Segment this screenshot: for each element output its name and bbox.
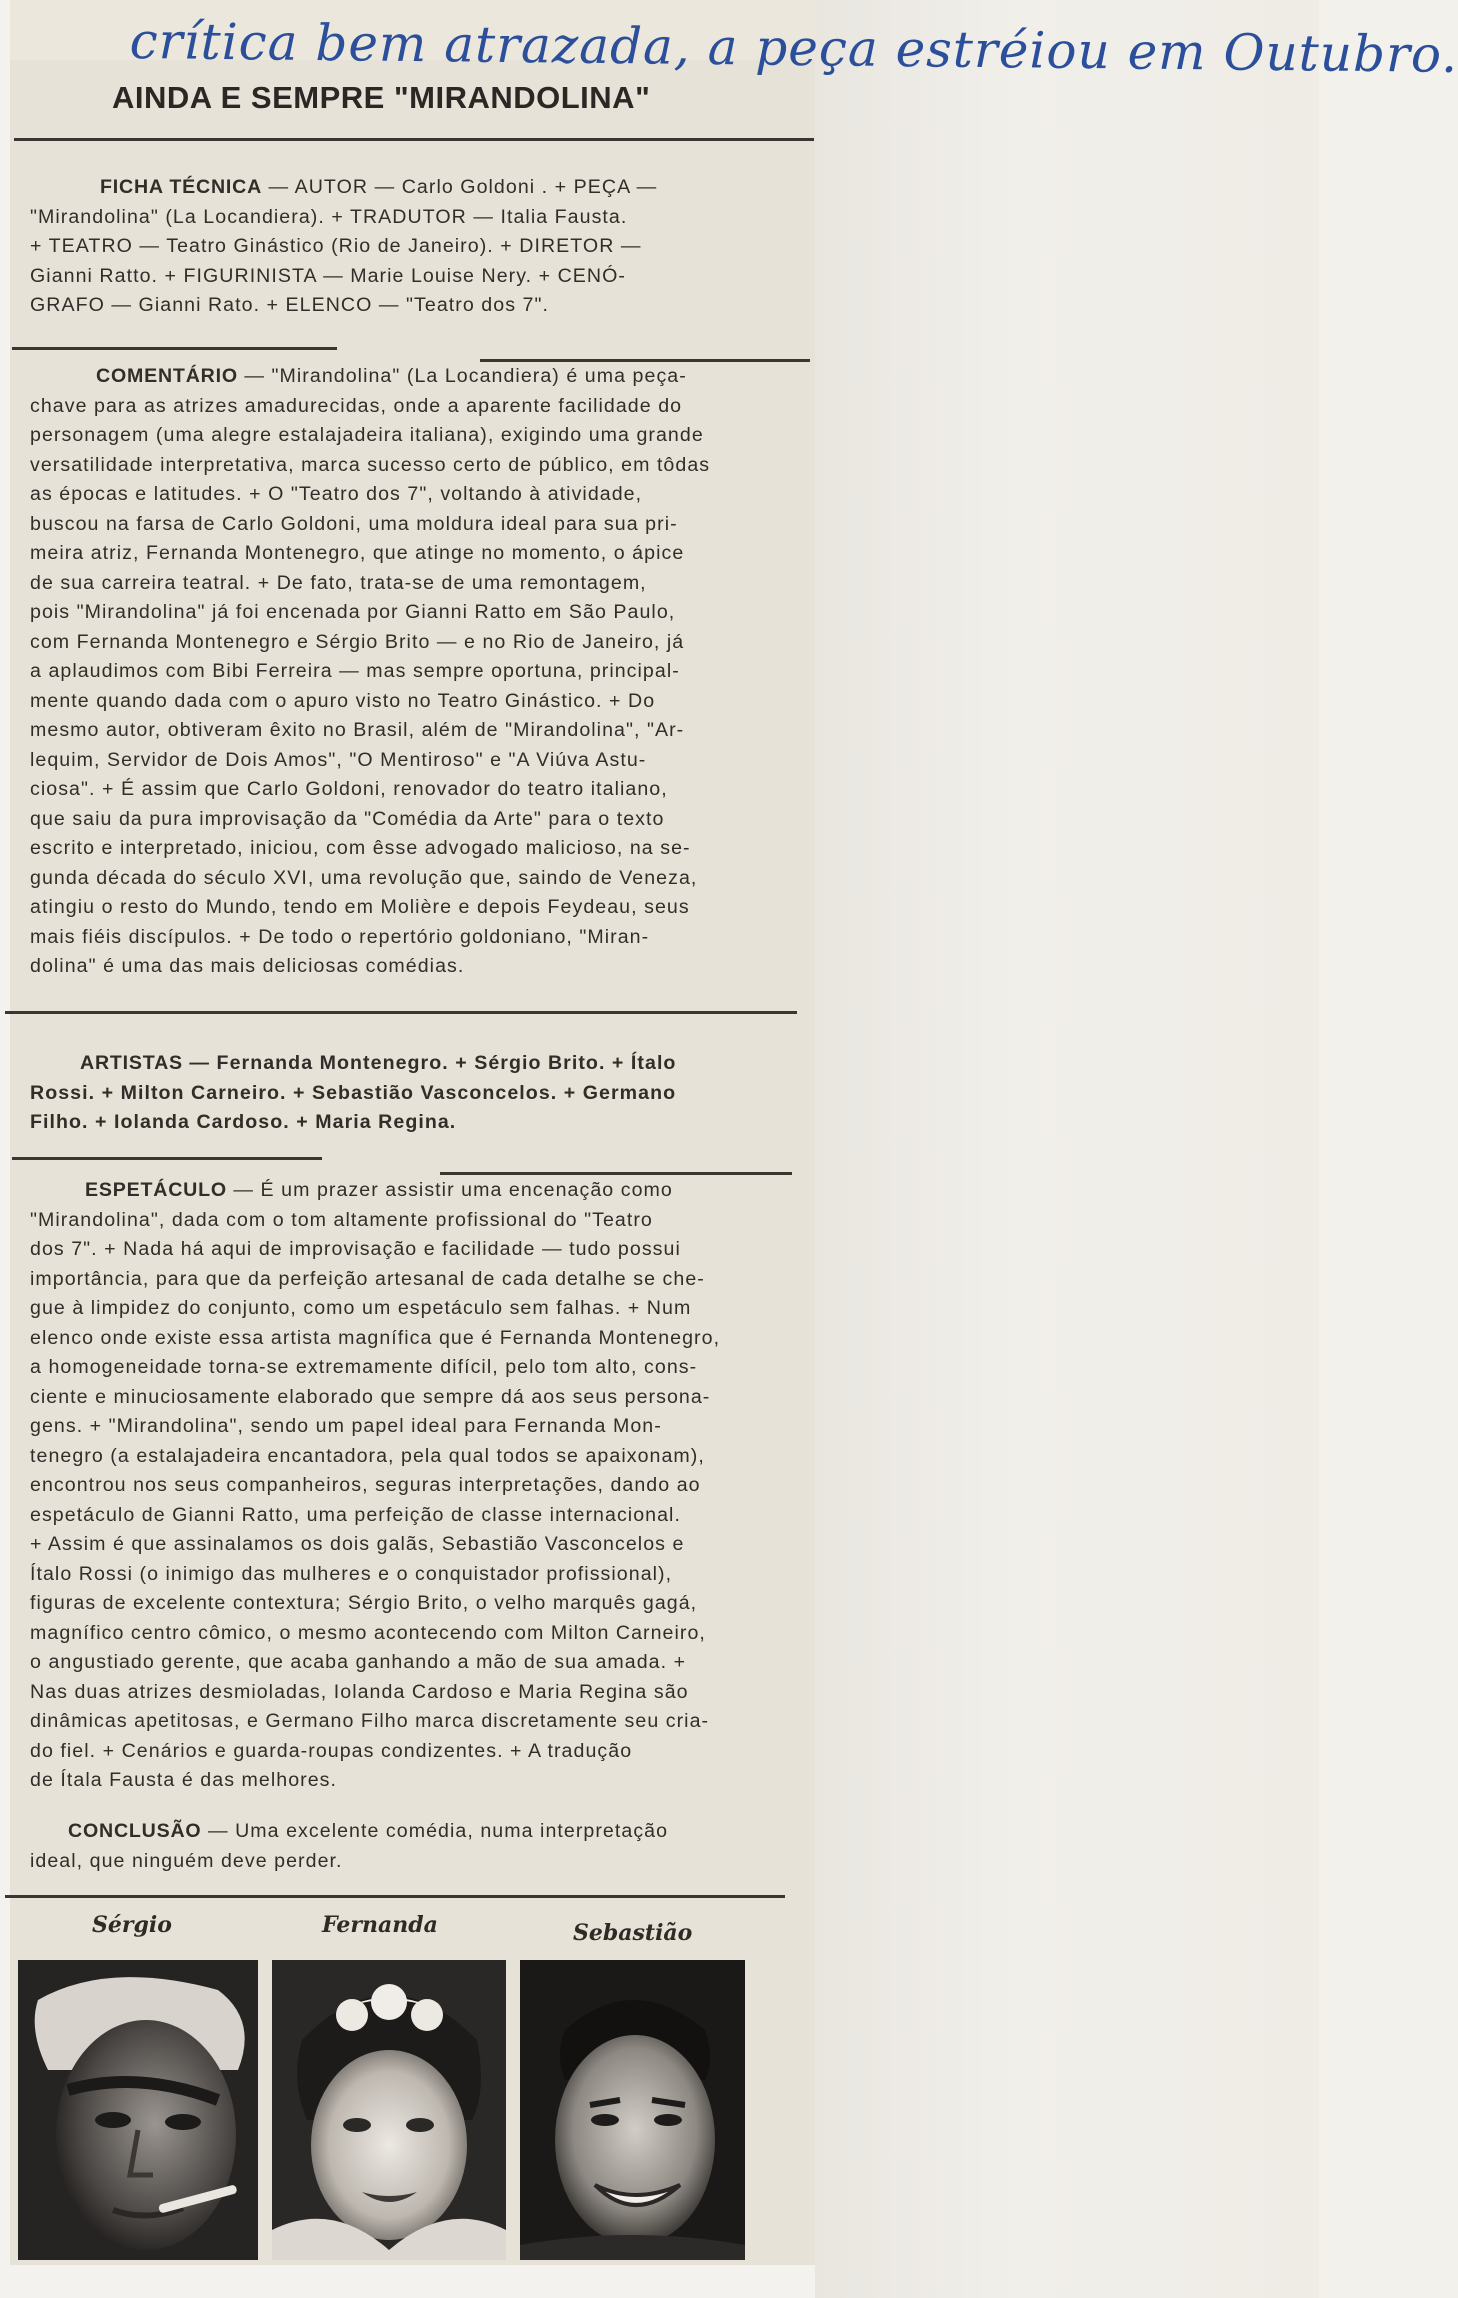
comentario-line: chave para as atrizes amadurecidas, onde a aparente facilidade do bbox=[30, 394, 683, 417]
comentario-line: a aplaudimos com Bibi Ferreira — mas sempre oportuna, principal- bbox=[30, 660, 680, 682]
ficha-line: — AUTOR — Carlo Goldoni . + PEÇA — bbox=[262, 176, 658, 198]
photo-caption-fernanda: Fernanda bbox=[322, 1912, 438, 1938]
espetaculo-line: de Ítala Fausta é das melhores. bbox=[30, 1769, 338, 1791]
espetaculo-line: gue à limpidez do conjunto, como um espetáculo sem falhas. + Num bbox=[30, 1297, 692, 1319]
comentario-section bbox=[30, 362, 790, 982]
espetaculo-line: Nas duas atrizes desmioladas, Iolanda Cardoso e Maria Regina são bbox=[30, 1680, 689, 1703]
espetaculo-label: ESPETÁCULO bbox=[85, 1179, 227, 1201]
section-rule bbox=[5, 1011, 797, 1014]
espetaculo-line: gens. + "Mirandolina", sendo um papel ideal para Fernanda Mon- bbox=[30, 1415, 662, 1437]
comentario-line: pois "Mirandolina" já foi encenada por Gianni Ratto em São Paulo, bbox=[30, 601, 676, 623]
espetaculo-line: do fiel. + Cenários e guarda-roupas condizentes. + A tradução bbox=[30, 1739, 633, 1762]
photo-fernanda bbox=[272, 1960, 506, 2260]
comentario-line: meira atriz, Fernanda Montenegro, que atinge no momento, o ápice bbox=[30, 542, 685, 564]
comentario-line: mente quando dada com o apuro visto no Teatro Ginástico. + Do bbox=[30, 689, 656, 712]
espetaculo-line: importância, para que da perfeição artesanal de cada detalhe se che- bbox=[30, 1267, 705, 1290]
espetaculo-line: encontrou nos seus companheiros, seguras interpretações, dando ao bbox=[30, 1474, 701, 1496]
comentario-line: personagem (uma alegre estalajadeira italiana), exigindo uma grande bbox=[30, 424, 704, 446]
handwritten-note: crítica bem atrazada, a peça estréiou em Outubro. bbox=[129, 12, 1458, 84]
section-rule bbox=[440, 1172, 792, 1175]
comentario-line: gunda década do século XVI, uma revolução que, saindo de Veneza, bbox=[30, 866, 698, 889]
comentario-line: que saiu da pura improvisação da "Comédia da Arte" para o texto bbox=[30, 807, 665, 830]
conclusao-section bbox=[30, 1817, 790, 1876]
ficha-line: Gianni Ratto. + FIGURINISTA — Marie Louise Nery. + CENÓ- bbox=[30, 264, 626, 287]
comentario-line: dolina" é uma das mais deliciosas comédias. bbox=[30, 955, 465, 977]
artistas-section bbox=[30, 1049, 790, 1138]
espetaculo-line: Ítalo Rossi (o inimigo das mulheres e o conquistador profissional), bbox=[30, 1562, 673, 1585]
espetaculo-section bbox=[30, 1176, 790, 1796]
photo-sebastiao bbox=[520, 1960, 745, 2260]
artistas-line: Rossi. + Milton Carneiro. + Sebastião Vasconcelos. + Germano bbox=[30, 1081, 677, 1104]
comentario-label: COMENTÁRIO bbox=[96, 365, 238, 387]
title-rule bbox=[14, 138, 814, 141]
comentario-line: de sua carreira teatral. + De fato, trata-se de uma remontagem, bbox=[30, 571, 647, 594]
espetaculo-line: o angustiado gerente, que acaba ganhando a mão de sua amada. + bbox=[30, 1651, 687, 1673]
photo-caption-sergio: Sérgio bbox=[92, 1912, 172, 1938]
espetaculo-line: magnífico centro cômico, o mesmo acontecendo com Milton Carneiro, bbox=[30, 1621, 706, 1644]
conclusao-label: CONCLUSÃO bbox=[68, 1820, 202, 1842]
section-rule bbox=[12, 347, 337, 350]
ficha-line: "Mirandolina" (La Locandiera). + TRADUTOR — Italia Fausta. bbox=[30, 205, 628, 228]
photo-strip-rule bbox=[5, 1895, 785, 1898]
espetaculo-line: dos 7". + Nada há aqui de improvisação e facilidade — tudo possui bbox=[30, 1238, 681, 1260]
espetaculo-line: a homogeneidade torna-se extremamente difícil, pelo tom alto, cons- bbox=[30, 1356, 698, 1378]
album-page bbox=[815, 0, 1319, 2298]
espetaculo-line: "Mirandolina", dada com o tom altamente profissional do "Teatro bbox=[30, 1208, 653, 1231]
ficha-line: + TEATRO — Teatro Ginástico (Rio de Janeiro). + DIRETOR — bbox=[30, 235, 642, 257]
section-rule bbox=[12, 1157, 322, 1160]
espetaculo-line: — É um prazer assistir uma encenação como bbox=[226, 1179, 673, 1201]
comentario-line: — "Mirandolina" (La Locandiera) é uma peça- bbox=[237, 365, 687, 387]
ficha-line: GRAFO — Gianni Rato. + ELENCO — "Teatro dos 7". bbox=[30, 294, 549, 316]
comentario-line: com Fernanda Montenegro e Sérgio Brito — e no Rio de Janeiro, já bbox=[30, 630, 685, 653]
comentario-line: mesmo autor, obtiveram êxito no Brasil, além de "Mirandolina", "Ar- bbox=[30, 719, 685, 741]
comentario-line: as épocas e latitudes. + O "Teatro dos 7", voltando à atividade, bbox=[30, 483, 643, 505]
artistas-line: Filho. + Iolanda Cardoso. + Maria Regina. bbox=[30, 1111, 457, 1133]
photo-caption-sebastiao: Sebastião bbox=[573, 1920, 693, 1946]
ficha-tecnica-label: FICHA TÉCNICA bbox=[100, 176, 263, 198]
conclusao-line: ideal, que ninguém deve perder. bbox=[30, 1849, 343, 1872]
espetaculo-line: + Assim é que assinalamos os dois galãs, Sebastião Vasconcelos e bbox=[30, 1533, 685, 1555]
espetaculo-line: tenegro (a estalajadeira encantadora, pela qual todos se apaixonam), bbox=[30, 1444, 705, 1467]
comentario-line: versatilidade interpretativa, marca sucesso certo de público, em tôdas bbox=[30, 453, 711, 476]
comentario-line: atingiu o resto do Mundo, tendo em Molière e depois Feydeau, seus bbox=[30, 896, 690, 918]
espetaculo-line: elenco onde existe essa artista magnífica que é Fernanda Montenegro, bbox=[30, 1326, 721, 1349]
ficha-tecnica-section bbox=[30, 173, 790, 321]
espetaculo-line: ciente e minuciosamente elaborado que sempre dá aos seus persona- bbox=[30, 1385, 711, 1408]
comentario-line: lequim, Servidor de Dois Amos", "O Mentiroso" e "A Viúva Astu- bbox=[30, 748, 647, 771]
espetaculo-line: dinâmicas apetitosas, e Germano Filho marca discretamente seu cria- bbox=[30, 1710, 710, 1732]
article-title: AINDA E SEMPRE "MIRANDOLINA" bbox=[112, 80, 651, 115]
comentario-line: ciosa". + É assim que Carlo Goldoni, renovador do teatro italiano, bbox=[30, 778, 668, 800]
espetaculo-line: figuras de excelente contextura; Sérgio Brito, o velho marquês gagá, bbox=[30, 1592, 698, 1614]
comentario-line: escrito e interpretado, iniciou, com êsse advogado malicioso, na se- bbox=[30, 837, 691, 859]
comentario-line: mais fiéis discípulos. + De todo o repertório goldoniano, "Miran- bbox=[30, 925, 650, 948]
photo-sergio bbox=[18, 1960, 258, 2260]
artistas-line: — Fernanda Montenegro. + Sérgio Brito. + Ítalo bbox=[182, 1052, 677, 1074]
espetaculo-line: espetáculo de Gianni Ratto, uma perfeição de classe internacional. bbox=[30, 1503, 681, 1526]
comentario-line: buscou na farsa de Carlo Goldoni, uma moldura ideal para sua pri- bbox=[30, 512, 678, 535]
conclusao-line: — Uma excelente comédia, numa interpretação bbox=[201, 1820, 669, 1842]
artistas-label: ARTISTAS bbox=[80, 1052, 183, 1074]
